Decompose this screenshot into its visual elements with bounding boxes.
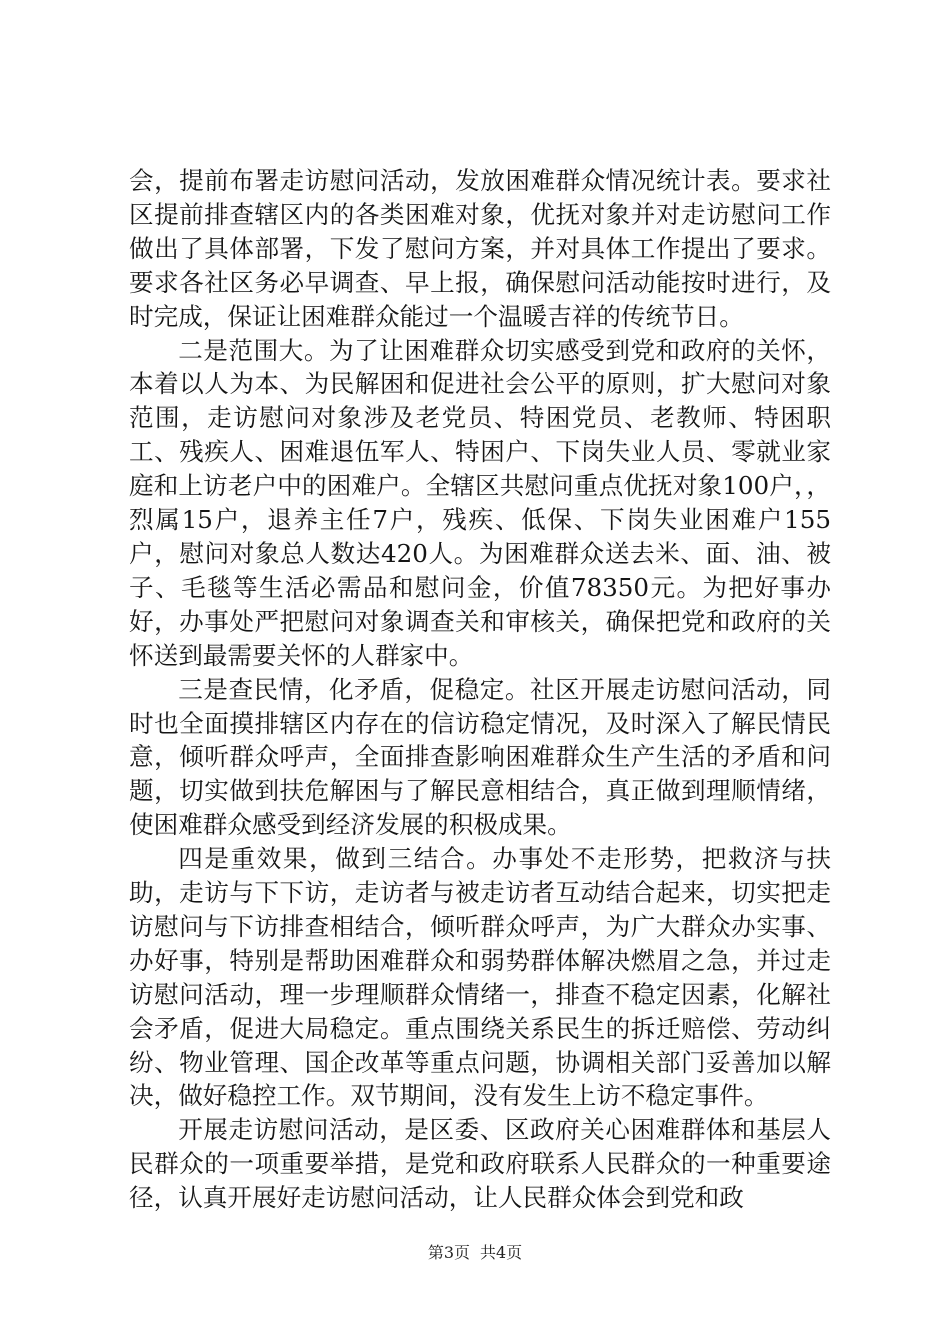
page-total: 共4页: [480, 1243, 523, 1262]
paragraph-continuation: 会，提前布署走访慰问活动，发放困难群众情况统计表。要求社区提前排查辖区内的各类困难对象，优抚对象并对走访慰问工作做出了具体部署，下发了慰问方案，并对具体工作提出了要求。要求各社区务必早调查、早上报，确保慰问活动能按时进行，及时完成，保证让困难群众能过一个温暖吉祥的传统节日。: [129, 166, 831, 331]
document-body: [129, 164, 831, 1215]
paragraph-effectiveness: 四是重效果，做到三结合。办事处不走形势，把救济与扶助，走访与下下访，走访者与被走访者互动结合起来，切实把走访慰问与下访排查相结合，倾听群众呼声，为广大群众办实事、办好事，特别是帮助困难群众和弱势群体解决燃眉之急，并过走访慰问活动，理一步理顺群众情绪一，排查不稳定因素，化解社会矛盾，促进大局稳定。重点围绕关系民生的拆迁赔偿、劳动纠纷、物业管理、国企改革等重点问题，协调相关部门妥善加以解决，做好稳控工作。双节期间，没有发生上访不稳定事件。: [129, 844, 831, 1111]
paragraph-scope: 二是范围大。为了让困难群众切实感受到党和政府的关怀，本着以人为本、为民解困和促进社会公平的原则，扩大慰问对象范围，走访慰问对象涉及老党员、特困党员、老教师、特困职工、残疾人、困难退伍军人、特困户、下岗失业人员、零就业家庭和上访老户中的困难户。全辖区共慰问重点优抚对象100户，，烈属15户，退养主任7户，残疾、低保、下岗失业困难户155户，慰问对象总人数达420人。为困难群众送去米、面、油、被子、毛毯等生活必需品和慰问金，价值78350元。为把好事办好，办事处严把慰问对象调查关和审核关，确保把党和政府的关怀送到最需要关怀的人群家中。: [129, 335, 831, 670]
page-footer: [0, 1243, 950, 1263]
page-number: 第3页: [427, 1243, 470, 1262]
paragraph-public-sentiment: 三是查民情，化矛盾，促稳定。社区开展走访慰问活动，同时也全面摸排辖区内存在的信访稳定情况，及时深入了解民情民意，倾听群众呼声，全面排查影响困难群众生产生活的矛盾和问题，切实做到扶危解困与了解民意相结合，真正做到理顺情绪，使困难群众感受到经济发展的积极成果。: [129, 674, 831, 840]
paragraph-conclusion: 开展走访慰问活动，是区委、区政府关心困难群体和基层人民群众的一项重要举措，是党和政府联系人民群众的一种重要途径，认真开展好走访慰问活动，让人民群众体会到党和政: [129, 1115, 831, 1213]
